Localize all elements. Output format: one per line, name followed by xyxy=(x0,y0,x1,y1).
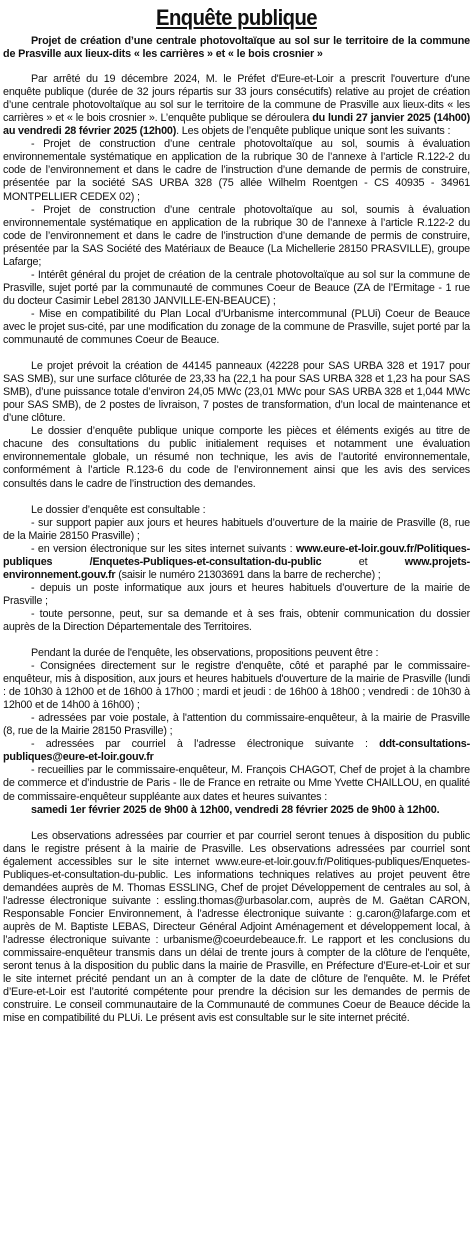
enquiry-dates: du lundi 27 janvier 2025 (14h00) au vendredi 28 février 2025 (12h00) xyxy=(3,112,471,138)
object-item: - Mise en compatibilité du Plan Local d’Urbanisme intercommunal (PLUi) Coeur de Beauce avec le projet sus-cité, par une modification du zonage de la commune de Prasville, sujet porté par la communauté de communes Coeur de Beauce. xyxy=(3,307,470,347)
paragraph-dossier: Le dossier d’enquête publique unique comporte les pièces et éléments exigés au titre de chacune des consultations du public initialement requises et notamment une évaluation environnementale globale, un résumé non technique, les avis de l’autorité environnementale, conformément à l’article R.123-6 du code de l’environnement ainsi que les avis des services consultés dans le cadre de l’instruction des demandes. xyxy=(3,425,470,490)
decree-text-end: . Les objets de l’enquête publique unique sont les suivants : xyxy=(176,125,451,138)
observations-intro: Pendant la durée de l'enquête, les observations, propositions peuvent être : xyxy=(31,647,379,660)
email-ddt-consultations[interactable]: ddt-consultations-publiques@eure-et-loir.gouv.fr xyxy=(3,738,470,764)
consult-text: (saisir le numéro 21303691 dans la barre de recherche) ; xyxy=(115,568,381,581)
observations-text: - adressées par courriel à l’adresse électronique suivante : xyxy=(31,738,380,751)
observations-item: - Consignées directement sur le registre d'enquête, côté et paraphé par le commissaire-enquêteur, mis à disposition, aux jours et heures habituels d'ouverture de la mairie de Prasville (lundi : de 10h30 à 12h00 et de 16h00 à 17h00 ; mardi et jeudi : de 16h00 à 18h00 ; vendredi : de 10h30 à 12h00 et de 14h00 à 16h00) ; xyxy=(3,660,470,712)
object-item: - Projet de construction d’une centrale photovoltaïque au sol, soumis à évaluation environnementale systématique en application de la rubrique 30 de l’annexe à l’article R.122-2 du code de l’environnement et dans le cadre de l’instruction d’une demande de permis de construire, présentée par la SAS Société des Matériaux de Beauce (La Michellerie 28150 PRASVILLE), groupe Lafarge; xyxy=(3,203,470,268)
object-item: - Intérêt général du projet de création de la centrale photovoltaïque au sol sur la commune de Prasville, sujet porté par la communauté de communes Coeur de Beauce (ZA de l’Ermitage - 1 rue du docteur Casimir Lebel 28130 JANVILLE-EN-BEAUCE) ; xyxy=(3,268,470,307)
consult-intro: Le dossier d’enquête est consultable : xyxy=(31,503,206,516)
notice-title: Enquête publique xyxy=(156,5,317,30)
paragraph-project: Le projet prévoit la création de 44145 panneaux (42228 pour SAS URBA 328 et 1917 pour SAS SMB), sur une surface clôturée de 23,33 ha (22,1 ha pour SAS URBA 328 et 1,23 ha pour SAS SMB), d’une puissance totale d’environ 24,05 MWc (23,01 MWc pour SAS URBA 328 et 1,044 MWc pour SAS SMB), de 2 postes de livraison, 7 postes de transformation, d’un local de maintenance et d’une clôture. xyxy=(3,360,470,425)
consult-item: - toute personne, peut, sur sa demande et à ses frais, obtenir communication du dossier auprès de la Direction Départementale des Territoires. xyxy=(3,607,470,633)
link-projets-environnement[interactable]: www.projets-environnement.gouv.fr xyxy=(3,555,470,581)
consult-text: et xyxy=(321,555,405,568)
observations-item: - recueillies par le commissaire-enquêteur, M. François CHAGOT, Chef de projet à la chambre de commerce et d’industrie de Paris - Ile de France en retraite ou Mme Yvette CHAILLOU, en qualité de commissaire-enquêteur suppléante aux dates et heures suivantes : xyxy=(3,764,470,803)
consult-item: - sur support papier aux jours et heures habituels d’ouverture de la mairie de Prasville (8, rue de la Mairie 28150 Prasville) ; xyxy=(3,516,470,542)
permanence-dates xyxy=(3,804,470,817)
paragraph-decree xyxy=(3,73,470,138)
permanence-dates-text: samedi 1er février 2025 de 9h00 à 12h00, vendredi 28 février 2025 de 9h00 à 12h00. xyxy=(31,803,440,816)
observations-item: - adressées par voie postale, à l'attention du commissaire-enquêteur, à la mairie de Prasville (8, rue de la Mairie 28150 Prasville) ; xyxy=(3,712,470,738)
link-eure-et-loir[interactable]: www.eure-et-loir.gouv.fr/Politiques-publiques /Enquetes-Publiques-et-consultation-du-public xyxy=(3,542,470,568)
observations-item xyxy=(3,738,470,764)
paragraph-final: Les observations adressées par courrier et par courriel seront tenues à disposition du public dans le registre présent à la mairie de Prasville. Les observations adressées par courriel sont également accessibles sur le site internet www.eure-et-loir.gouv.fr/Politiques-publiques/Enquetes-Publiques-et-consultation-du-public. Les informations techniques relatives au projet peuvent être demandées auprès de M. Thomas ESSLING, Chef de projet Développement de centrales au sol, à l’adresse électronique suivante : essling.thomas@urbasolar.com, auprès de M. Gaëtan CARON, Responsable Foncier Environnement, à l’adresse électronique suivante : g.caron@lafarge.com et auprès de M. Baptiste LEBAS, Directeur Général Adjoint Aménagement et développement local, à l’adresse électronique suivante : urbanisme@coeurdebeauce.fr. Le rapport et les conclusions du commissaire-enquêteur transmis dans un délai de trente jours à compter de la clôture de l'enquête, seront tenus à la disposition du public dans la mairie de Prasville, en Préfecture d’Eure-et-Loir et sur le site internet précité pendant un an à compter de la date de clôture de l'enquête. M. le Préfet d’Eure-et-Loir est l’autorité compétente pour prendre la décision sur les demandes de permis de construire. Le conseil communautaire de la Communauté de communes Coeur de Beauce décide la mise en compatibilité du PLUi. Le présent avis est consultable sur le site internet précité. xyxy=(3,829,470,1025)
consult-item: - depuis un poste informatique aux jours et heures habituels d’ouverture de la mairie de Prasville ; xyxy=(3,581,470,607)
consult-item xyxy=(3,543,470,582)
consult-text: - en version électronique sur les sites internet suivants : xyxy=(31,542,296,555)
decree-text: Par arrêté du 19 décembre 2024, M. le Préfet d'Eure-et-Loir a prescrit l'ouverture d'une enquête publique (durée de 32 jours répartis sur 33 jours consécutifs) relative au projet de création d’une centrale photovoltaïque au sol sur le territoire de la commune de Prasville aux lieux-dits « les carrières » et « le bois crosnier ». L’enquête publique se déroulera xyxy=(3,73,470,125)
notice-subtitle: Projet de création d’une centrale photovoltaïque au sol sur le territoire de la commune de Prasville aux lieux-dits « les carrières » et « le bois crosnier » xyxy=(3,35,470,61)
object-item: - Projet de construction d’une centrale photovoltaïque au sol, soumis à évaluation environnementale systématique en application de la rubrique 30 de l’annexe à l’article R.122-2 du code de l’environnement et dans le cadre de l’instruction d’une demande de permis de construire, présentée par la société SAS URBA 328 (75 allée Wilhelm Roentgen - CS 40935 - 34961 MONTPELLIER CEDEX 02) ; xyxy=(3,138,470,203)
